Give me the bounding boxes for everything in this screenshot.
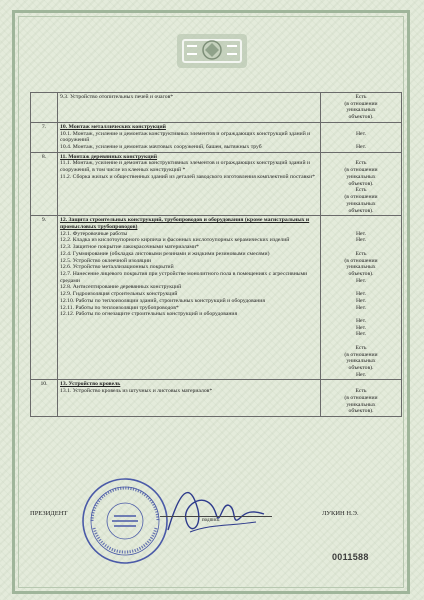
status-line: объектов).	[348, 114, 374, 121]
work-type-item: 12.11. Работы по теплоизоляции трубопроводов*	[60, 304, 179, 311]
signature-caption: подпись	[202, 518, 220, 523]
status-line: Есть	[355, 160, 367, 167]
work-group-heading: 11. Монтаж деревянных конструкций	[60, 153, 158, 160]
table-row	[31, 152, 402, 215]
work-type-item: 12.10. Работы по теплоизоляции зданий, строительных конструкций и оборудования	[60, 297, 265, 304]
status-cell	[321, 380, 402, 417]
work-type-cell	[58, 380, 321, 417]
status-line	[323, 338, 399, 345]
work-group-heading: 13. Устройство кровель	[60, 381, 121, 388]
status-line: объектов).	[348, 408, 374, 415]
status-line: объектов).	[348, 180, 374, 187]
table-row	[31, 380, 402, 417]
serial-number: 0011588	[332, 552, 369, 562]
work-type-item: 13.1. Устройство кровель из штучных и листовых материалов*	[60, 388, 213, 395]
work-type-item: 12.4. Гуммирование (обкладка листовыми резинами и жидкими резиновыми смесями)	[60, 250, 270, 257]
status-line: (в отношении	[344, 167, 378, 174]
status-cell	[321, 216, 402, 380]
status-line	[323, 154, 399, 161]
status-line: Нет.	[355, 291, 367, 298]
row-number	[31, 93, 58, 123]
work-type-item: 12.9. Гидроизоляция строительных конструкций	[60, 291, 178, 298]
status-line	[323, 244, 399, 251]
status-line: Нет.	[355, 277, 367, 284]
status-line: Есть	[355, 94, 367, 100]
row-number: 9.	[31, 216, 58, 380]
status-line: Нет.	[355, 144, 367, 151]
work-type-item: 11.1. Монтаж, усиление и демонтаж конструктивных элементов и ограждающих конструкций зданий и сооружений, в том числе из клееных конструкций *	[60, 160, 310, 174]
work-type-item: 12.1. Футеровочные работы	[60, 230, 128, 237]
status-cell	[321, 152, 402, 215]
status-line: Нет.	[355, 331, 367, 338]
status-line: (в отношении	[344, 351, 378, 358]
status-line: Нет.	[355, 304, 367, 311]
signature-line	[160, 516, 272, 517]
status-line: уникальных	[346, 264, 376, 271]
work-type-cell	[58, 152, 321, 215]
signer-position: ПРЕЗИДЕНТ	[30, 510, 68, 517]
status-line: Нет.	[355, 297, 367, 304]
status-line	[323, 124, 399, 131]
status-line: (в отношении	[344, 100, 378, 107]
status-line: Нет.	[355, 324, 367, 331]
work-type-item: 12.12. Работы по огнезащите строительных конструкций и оборудования	[60, 311, 238, 318]
work-group-heading: 10. Монтаж металлических конструкций	[60, 123, 166, 130]
work-type-cell	[58, 122, 321, 152]
status-line: Нет.	[355, 237, 367, 244]
status-line: Есть	[355, 187, 367, 194]
status-line: Нет.	[355, 318, 367, 324]
work-type-item: 10.4. Монтаж, усиление и демонтаж мачтовых сооружений, башен, вытяжных труб	[60, 144, 262, 151]
status-line: уникальных	[346, 200, 376, 207]
status-line	[323, 311, 399, 318]
status-line: Нет.	[355, 371, 367, 378]
work-type-cell	[58, 93, 321, 123]
status-line: уникальных	[346, 173, 376, 180]
status-line: уникальных	[346, 107, 376, 114]
status-line: объектов).	[348, 365, 374, 372]
work-type-item: 12.8. Антисептирование деревянных конструкций	[60, 284, 182, 291]
table-row	[31, 122, 402, 152]
work-type-item: 12.2. Кладка из кислотоупорного кирпича и фасонных кислотоупорных керамических изделий	[60, 237, 290, 244]
row-number: 7.	[31, 122, 58, 152]
status-line: уникальных	[346, 358, 376, 365]
work-type-item: 12.7. Нанесение лицевого покрытия при устройстве монолитного пола в помещениях с агрессивными средами	[60, 270, 308, 284]
row-number: 8.	[31, 152, 58, 215]
status-line	[323, 137, 399, 144]
status-line	[323, 381, 399, 388]
status-line: Есть	[355, 250, 367, 257]
work-type-cell	[58, 216, 321, 380]
work-type-item: 11.2. Сборка жилых и общественных зданий из деталей заводского изготовления комплектной поставки*	[60, 173, 315, 180]
work-group-heading: 12. Защита строительных конструкций, трубопроводов и оборудования (кроме магистральных и промысловых трубопроводов)	[60, 217, 310, 230]
status-line: (в отношении	[344, 194, 378, 201]
row-number: 10.	[31, 380, 58, 417]
status-line	[323, 217, 399, 224]
status-line: Нет.	[355, 130, 367, 137]
work-types-table	[30, 92, 402, 417]
status-line: Есть	[355, 344, 367, 351]
table-row	[31, 93, 402, 123]
work-type-item: 12.3. Защитное покрытие лакокрасочными материалами*	[60, 244, 199, 251]
watermark-emblem-icon	[175, 26, 249, 74]
status-line: объектов).	[348, 207, 374, 214]
status-line: Нет.	[355, 230, 367, 237]
status-line	[323, 224, 399, 231]
status-line: объектов).	[348, 270, 374, 277]
signer-name: ЛУКИН Н.Э.	[322, 510, 359, 517]
status-cell	[321, 93, 402, 123]
work-type-item: 9.3. Устройство отопительных печей и очагов*	[60, 94, 174, 100]
work-type-item: 10.1. Монтаж, усиление и демонтаж конструктивных элементов и ограждающих конструкций зданий и сооружений	[60, 130, 311, 144]
status-line	[323, 284, 399, 291]
status-line: Есть	[355, 388, 367, 395]
signature-block	[30, 504, 402, 524]
status-line: (в отношении	[344, 257, 378, 264]
work-type-item: 12.5. Устройство оклеечной изоляции	[60, 257, 152, 264]
work-type-item: 12.6. Устройство металлизационных покрытий	[60, 264, 174, 271]
status-line: (в отношении	[344, 394, 378, 401]
status-cell	[321, 122, 402, 152]
status-line: уникальных	[346, 401, 376, 408]
table-row	[31, 216, 402, 380]
